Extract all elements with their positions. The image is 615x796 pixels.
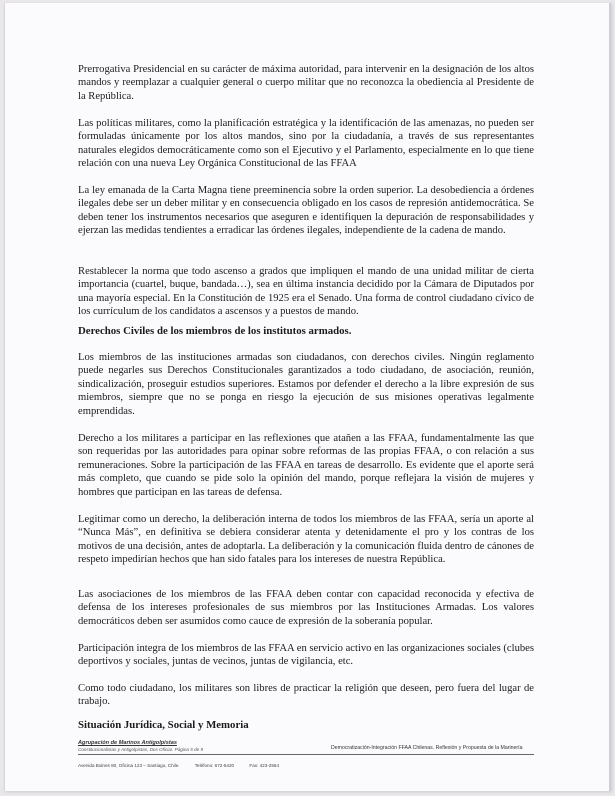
footer-organization: Agrupación de Marinos Antigolpistas bbox=[78, 740, 177, 746]
paragraph-internal-deliberation: Legitimar como un derecho, la deliberación interna de todos los miembros de las FFAA, sería un aporte al “Nunca Más”, en definitiva se debiera considerar atenta y detenidamente el pro y los contras de los motivos de una decisión, antes de adoptarla. La deliberación y la comunicación fluida dentro de cánones de respeto impedirían hechos que han sido fatales para los intereses de nuestra República. bbox=[78, 514, 534, 566]
paragraph-illegal-orders: La ley emanada de la Carta Magna tiene preeminencia sobre la orden superior. La desobediencia a órdenes ilegales debe ser un deber militar y en consecuencia obligado en los casos de represión antidemocrática. Se deben tener los instrumentos necesarios que aseguren e identifiquen la depuración de responsabilidades y ejerzan las medidas tendientes a erradicar las órdenes ilegales, independiente de la cadena de mando. bbox=[78, 185, 534, 237]
document-page bbox=[4, 3, 611, 791]
paragraph-social-organizations: Participación integra de los miembros de las FFAA en servicio activo en las organizaciones sociales (clubes deportivos y sociales, juntas de vecinos, juntas de vigilancia, etc. bbox=[78, 643, 534, 668]
paragraph-presidential-prerogative: Prerrogativa Presidencial en su carácter de máxima autoridad, para intervenir en la designación de los altos mandos y reemplazar a cualquier general o cuerpo militar que no reconozca la obediencia al Presidente de la República. bbox=[78, 64, 534, 102]
paragraph-participation-reflections: Derecho a los militares a participar en las reflexiones que atañen a las FFAA, fundamentalmente las que son requeridas por las autoridades para opinar sobre reformas de las propias FFAA, o con relación a sus remuneraciones. Sobre la participación de las FFAA en tareas de desarrollo. Es evidente que el aporte será más completo, que cuando se pide solo la opinión del mando, porque reflejara la visión de mujeres y hombres que participan en las tareas de defensa. bbox=[78, 433, 534, 498]
footer-divider bbox=[78, 754, 534, 755]
footer-phone: Teléfono: 672-5420 bbox=[194, 763, 235, 768]
paragraph-military-policies: Las políticas militares, como la planificación estratégica y la identificación de las amenazas, no pueden ser formuladas únicamente por los altos mandos, sino por la ciudadanía, a través de sus representantes naturales elegidos democráticamente como son el Ejecutivo y el Parlamento, especialmente en lo que tiene relación con una nueva Ley Orgánica Constitucional de las FFAA bbox=[78, 118, 534, 170]
paragraph-associations: Las asociaciones de los miembros de las FFAA deben contar con capacidad reconocida y efectiva de defensa de los intereses profesionales de sus miembros por las Instituciones Armadas. Los valores democráticos deben ser asumidos como cauce de expresión de la soberanía popular. bbox=[78, 589, 534, 627]
paragraph-promotions-control: Restablecer la norma que todo ascenso a grados que impliquen el mando de una unidad militar de cierta importancia (cuartel, buque, bandada…), sea en última instancia decidido por la Cámara de Diputados por una mayoría especial. En la Constitución de 1925 era el Senado. Una forma de control ciudadano cívico de los currículum de los candidatos a ascensos y a puestos de mando. bbox=[78, 266, 534, 318]
paragraph-religion: Como todo ciudadano, los militares son libres de practicar la religión que deseen, pero fuera del lugar de trabajo. bbox=[78, 683, 534, 708]
footer-fax: Fax: 423-2564 bbox=[249, 763, 280, 768]
footer-contact-line bbox=[78, 763, 293, 768]
section-heading-legal-status: Situación Jurídica, Social y Memoria bbox=[78, 719, 249, 731]
paragraph-civil-rights: Los miembros de las instituciones armadas son ciudadanos, con derechos civiles. Ningún reglamento puede negarles sus Derechos Constitucionales garantizados a todo ciudadano, de asociación, reunión, sindicalización, proseguir estudios superiores. Estamos por defender el derecho a la libre expresión de sus miembros, siempre que no se ponga en riesgo la ejecución de sus misiones operativas legalmente emprendidas. bbox=[78, 352, 534, 417]
section-heading-civil-rights: Derechos Civiles de los miembros de los institutos armados. bbox=[78, 325, 352, 337]
footer-document-title: Democratización-Integración FFAA Chilenas. Reflexión y Propuesta de la Marinería bbox=[331, 745, 523, 751]
footer-address: Avenida Bulnes 80, Oficina 123 – Santiago, Chile. bbox=[78, 763, 180, 768]
footer-subtitle: Constitucionalistas y Antigolpistas, Dos Oficiar. Página 5 de 9 bbox=[78, 747, 204, 752]
